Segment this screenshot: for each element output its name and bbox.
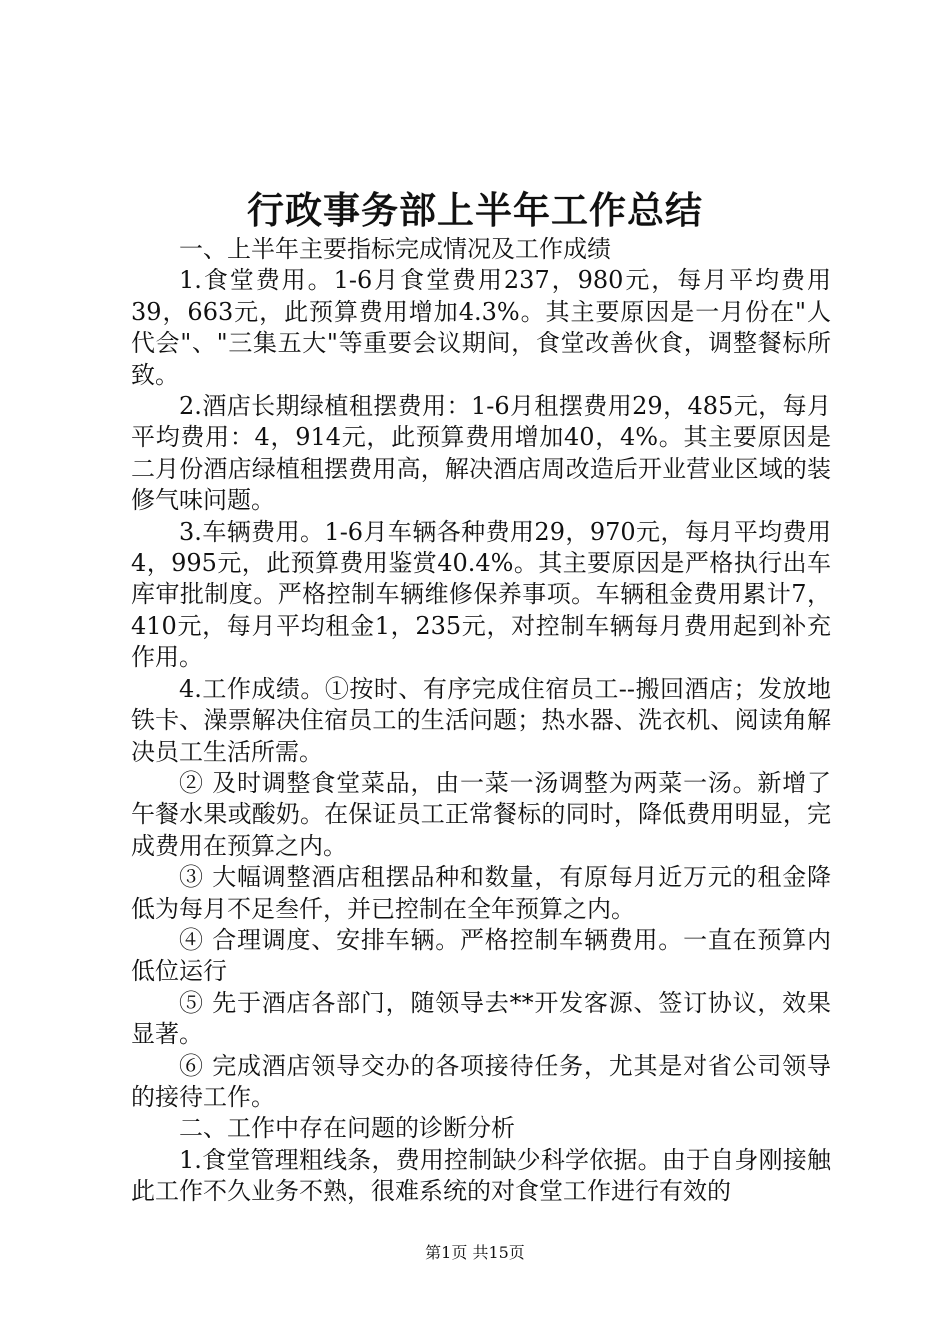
paragraph: 2.酒店长期绿植租摆费用：1-6月租摆费用29，485元，每月平均费用：4，914元，此预算费用增加40，4%。其主要原因是二月份酒店绿植租摆费用高，解决酒店周改造后开业营业区域的装修气味问题。 bbox=[131, 392, 831, 515]
paragraph: 3.车辆费用。1-6月车辆各种费用29，970元，每月平均费用4，995元，此预算费用鉴赏40.4%。其主要原因是严格执行出车库审批制度。严格控制车辆维修保养事项。车辆租金费用累计7，410元，每月平均租金1，235元，对控制车辆每月费用起到补充作用。 bbox=[131, 517, 831, 672]
paragraph: ③ 大幅调整酒店租摆品种和数量，有原每月近万元的租金降低为每月不足叁仟，并已控制在全年预算之内。 bbox=[131, 863, 831, 923]
paragraph: ⑤ 先于酒店各部门，随领导去**开发客源、签订协议，效果显著。 bbox=[131, 988, 831, 1049]
paragraph: 4.工作成绩。①按时、有序完成住宿员工--搬回酒店；发放地铁卡、澡票解决住宿员工的生活问题；热水器、洗衣机、阅读角解决员工生活所需。 bbox=[131, 674, 831, 766]
paragraph: 1.食堂费用。1-6月食堂费用237，980元，每月平均费用39，663元，此预算费用增加4.3%。其主要原因是一月份在"人代会"、"三集五大"等重要会议期间，食堂改善伙食，调整餐标所致。 bbox=[131, 266, 831, 389]
paragraph: ⑥ 完成酒店领导交办的各项接待任务，尤其是对省公司领导的接待工作。 bbox=[131, 1051, 831, 1111]
section-heading: 一、上半年主要指标完成情况及工作成绩 bbox=[179, 235, 611, 263]
paragraph: ④ 合理调度、安排车辆。严格控制车辆费用。一直在预算内低位运行 bbox=[131, 925, 831, 986]
document-title: 行政事务部上半年工作总结 bbox=[247, 189, 703, 232]
document-body bbox=[131, 234, 831, 1208]
paragraph: ② 及时调整食堂菜品，由一菜一汤调整为两菜一汤。新增了午餐水果或酸奶。在保证员工正常餐标的同时，降低费用明显，完成费用在预算之内。 bbox=[131, 768, 831, 860]
paragraph: 1.食堂管理粗线条，费用控制缺少科学依据。由于自身刚接触此工作不久业务不熟，很难系统的对食堂工作进行有效的 bbox=[131, 1145, 831, 1206]
section-heading: 二、工作中存在问题的诊断分析 bbox=[179, 1114, 515, 1143]
page-footer: 第1页 共15页 bbox=[425, 1243, 525, 1262]
